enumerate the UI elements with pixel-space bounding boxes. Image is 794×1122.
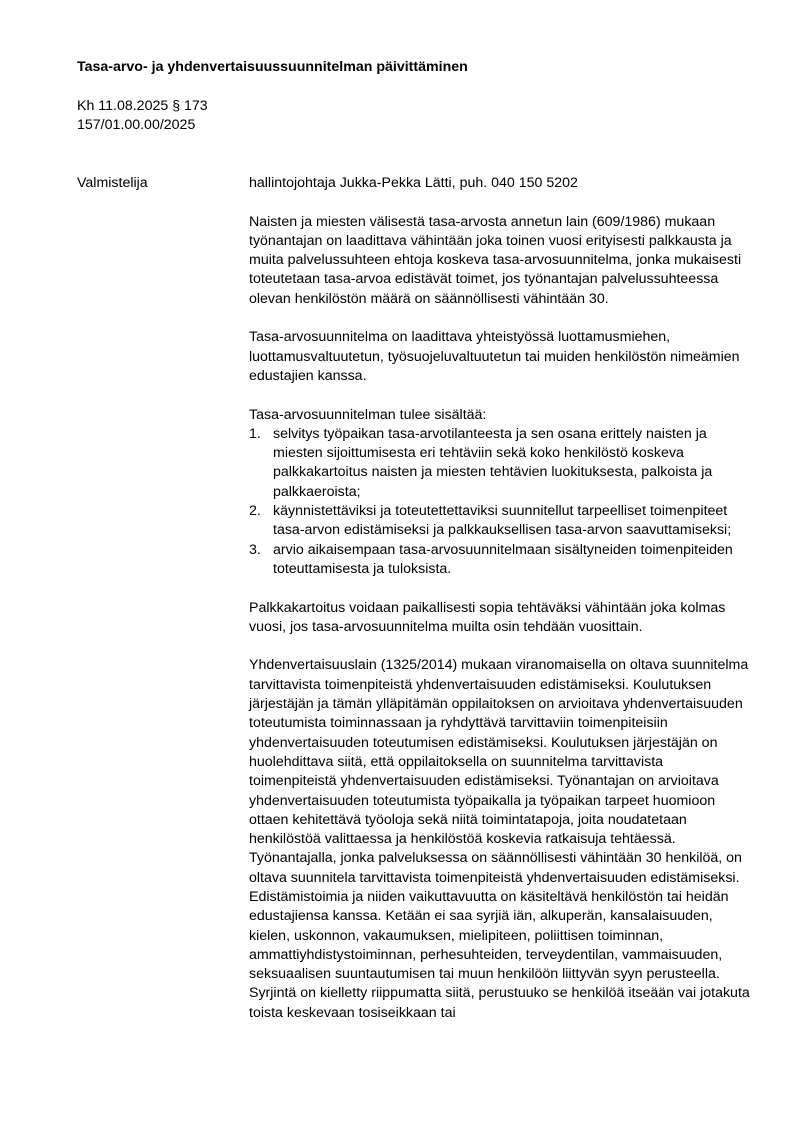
paragraph-plan-contents-intro: Tasa-arvosuunnitelman tulee sisältää: bbox=[249, 406, 487, 423]
list-item bbox=[249, 541, 751, 580]
list-item bbox=[249, 425, 751, 502]
list-item-text: selvitys työpaikan tasa-arvotilanteesta ja sen osana erittely naisten ja miesten sijoittumisesta eri tehtäviin sekä koko henkilöstö koskeva palkkakartoitus naisten ja miesten tehtävien luokituksesta, palkoista ja palkkaeroista; bbox=[273, 425, 713, 500]
list-item-text: arvio aikaisempaan tasa-arvosuunnitelmaan sisältyneiden toimenpiteiden toteuttamisesta ja tuloksista. bbox=[273, 541, 733, 577]
record-number: 157/01.00.00/2025 bbox=[77, 117, 196, 134]
preparer-value: hallintojohtaja Jukka-Pekka Lätti, puh. 040 150 5202 bbox=[249, 175, 578, 191]
list-item bbox=[249, 502, 751, 541]
list-item-number: 2. bbox=[249, 503, 261, 520]
paragraph-pay-survey: Palkkakartoitus voidaan paikallisesti sopia tehtäväksi vähintään joka kolmas vuosi, jos tasa-arvosuunnitelma muilta osin tehdään vuosittain. bbox=[249, 599, 726, 635]
list-item-number: 3. bbox=[249, 541, 261, 558]
preparer-label: Valmistelija bbox=[77, 175, 148, 191]
paragraph-cooperation: Tasa-arvosuunnitelma on laadittava yhteistyössä luottamusmiehen, luottamusvaltuutetun, työsuojeluvaltuutetun tai muiden henkilöstön nimeämien edustajien kanssa. bbox=[249, 329, 740, 384]
meeting-reference: Kh 11.08.2025 § 173 bbox=[77, 98, 208, 114]
list-item-number: 1. bbox=[249, 425, 261, 442]
document-title: Tasa-arvo- ja yhdenvertaisuussuunnitelman päivittäminen bbox=[77, 59, 468, 75]
document-meta bbox=[77, 97, 208, 136]
paragraph-non-discrimination: Yhdenvertaisuuslain (1325/2014) mukaan viranomaisella on oltava suunnitelma tarvittavista toimenpiteistä yhdenvertaisuuden edistämiseksi. Koulutuksen järjestäjän ja tämän ylläpitämän oppilaitoksen on arvioitava yhdenvertaisuuden toteutumista toiminnassaan ja ryhdyttävä tarvittaviin toimenpiteisiin yhdenvertaisuuden toteutumisen edistämiseksi. Koulutuksen järjestäjän on huolehdittava siitä, että oppilaitoksella on suunnitelma tarvittavista toimenpiteistä yhdenvertaisuuden edistämiseksi. Työnantajan on arvioitava yhdenvertaisuuden toteutumista työpaikalla ja työpaikan tarpeet huomioon ottaen kehitettävä työoloja sekä niitä toimintatapoja, joita noudatetaan henkilöstöä valittaessa ja henkilöstöä koskevia ratkaisuja tehtäessä. Työnantajalla, jonka palveluksessa on säännöllisesti vähintään 30 henkilöä, on oltava suunnitela tarvittavista toimenpiteistä yhdenvertaisuuden edistämiseksi. Edistämistoimia ja niiden vaikuttavuutta on käsiteltävä henkilöstön tai heidän edustajiensa kanssa. Ketään ei saa syrjiä iän, alkuperän, kansalaisuuden, kielen, uskonnon, vakaumuksen, mielipiteen, poliittisen toiminnan, ammattiyhdistystoiminnan, perhesuhteiden, terveydentilan, vammaisuuden, seksuaalisen suuntautumisen tai muun henkilöön liittyvän syyn perusteella. Syrjintä on kielletty riippumatta siitä, perustuuko se henkilöä itseään vai jotakuta toista keskevaan tosiseikkaan tai bbox=[249, 657, 750, 1021]
document-body bbox=[249, 174, 751, 1042]
list-item-text: käynnistettäviksi ja toteutettettaviksi suunnitellut tarpeelliset toimenpiteet tasa-arvon edistämiseksi ja palkkauksellisen tasa-arvon saavuttamiseksi; bbox=[273, 503, 732, 539]
plan-contents-list bbox=[249, 425, 751, 579]
paragraph-equality-law: Naisten ja miesten välisestä tasa-arvosta annetun lain (609/1986) mukaan työnantajan on laadittava vähintään joka toinen vuosi erityisesti palkkausta ja muita palvelussuhteen ehtoja koskeva tasa-arvosuunnitelma, jonka mukaisesti toteutetaan tasa-arvoa edistävät toimet, jos työnantajan palvelussuhteessa olevan henkilöstön määrä on säännöllisesti vähintään 30. bbox=[249, 213, 742, 307]
